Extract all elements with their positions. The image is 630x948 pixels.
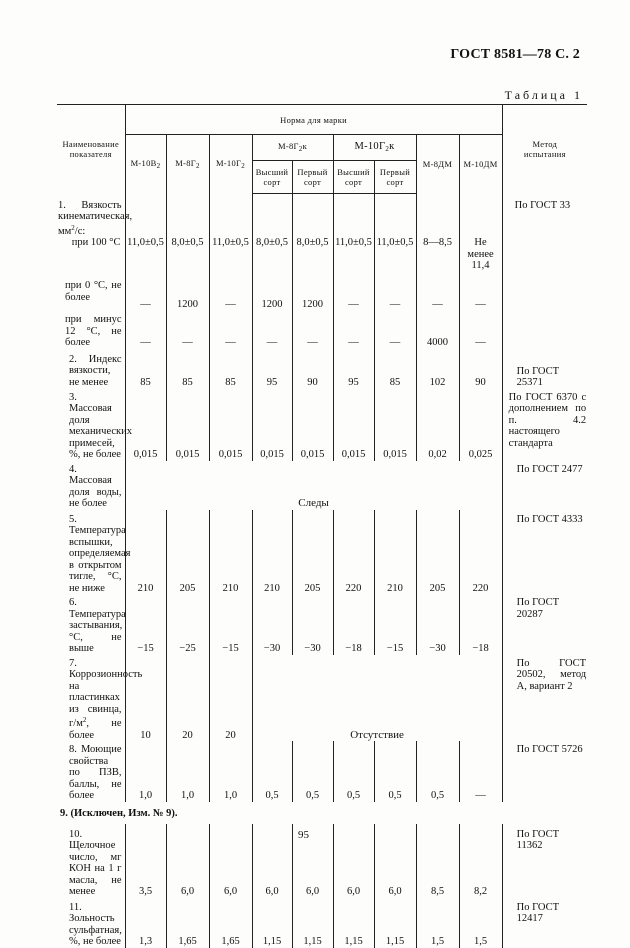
cell: — [374,280,416,310]
cell: 85 [374,349,416,389]
cell: 0,015 [292,389,333,461]
col-m10g2k-high: Высший сорт [333,161,374,194]
cell: 0,015 [166,389,209,461]
table-row [57,461,587,510]
table-row [57,237,587,280]
cell: −15 [374,594,416,655]
table-row [57,349,587,389]
cell: 85 [125,349,166,389]
span-cell: Отсутствие [252,655,502,742]
row-name: 4. Массовая доля воды, не более [69,463,122,509]
cell: 1,65 [166,898,209,948]
cell: 10 [125,655,166,742]
cell: 1,5 [416,898,459,948]
row-method: По ГОСТ 4333 [502,510,587,595]
cell: 8,0±0,5 [252,237,292,280]
col-m8g2k-high: Высший сорт [252,161,292,194]
cell: 11,0±0,5 [374,237,416,280]
cell: 6,0 [252,824,292,898]
cell: 85 [209,349,252,389]
cell: 1,5 [459,898,502,948]
cell: 6,0 [374,824,416,898]
col-m8dm: М-8ДМ [416,135,459,194]
cell: — [459,310,502,349]
cell: 210 [125,510,166,595]
cell: 1,15 [333,898,374,948]
specs-table [57,104,587,948]
cell: 1,0 [209,741,252,802]
row-method: По ГОСТ 11362 [502,824,587,898]
cell: Не менее 11,4 [459,237,502,280]
row-name: при 0 °С, не более [65,280,122,303]
table-row [57,594,587,655]
cell: 6,0 [333,824,374,898]
col-m10g2k-first: Первый сорт [374,161,416,194]
cell: 20 [166,655,209,742]
cell: 6,0 [166,824,209,898]
cell: 1,3 [125,898,166,948]
cell: 1,15 [292,898,333,948]
page-number: 95 [298,829,309,841]
cell: — [374,310,416,349]
row-name: 3. Массовая доля механических примесей, %, не более [69,391,133,460]
cell: 1,0 [166,741,209,802]
cell: — [209,280,252,310]
row-name: 5. Температура вспышки, определяемая в открытом тигле, °С, не ниже [69,513,131,594]
col-m8g2k-first: Первый сорт [292,161,333,194]
cell: — [292,310,333,349]
cell: 220 [459,510,502,595]
cell: 90 [459,349,502,389]
cell: 95 [252,349,292,389]
cell: — [333,310,374,349]
col-m10g2k: $М-10Г_2к$ [333,135,416,161]
row-method: По ГОСТ 12417 [502,898,587,948]
cell: — [209,310,252,349]
row-name: 1. Вязкость кинематическая, $мм^2/с$: [58,199,133,237]
cell: 0,5 [416,741,459,802]
row-method: По ГОСТ 2477 [502,461,587,510]
row-method: По ГОСТ 25371 [502,349,587,389]
cell: 210 [209,510,252,595]
cell: −18 [459,594,502,655]
excluded-note: 9. (Исключен, Изм. № 9). [60,807,178,819]
cell: 4000 [416,310,459,349]
cell: — [166,310,209,349]
cell: 11,0±0,5 [209,237,252,280]
cell: 0,5 [292,741,333,802]
cell: 0,015 [209,389,252,461]
cell: 0,015 [125,389,166,461]
table-row [57,510,587,595]
cell: −30 [292,594,333,655]
cell: 205 [166,510,209,595]
row-name: при 100 °С [71,237,121,248]
cell: 0,015 [333,389,374,461]
table-row [57,280,587,310]
col-m10g2: $М-10Г_2$ [209,135,252,194]
cell: −30 [416,594,459,655]
cell: −30 [252,594,292,655]
row-name: 7. Коррозионность на пластинках из свинца, $г/м^2$, не более [69,657,143,741]
cell: 102 [416,349,459,389]
cell: 8,5 [416,824,459,898]
table-row [57,389,587,461]
cell: — [125,310,166,349]
cell: 95 [333,349,374,389]
row-name: 6. Температура застывания, °С, не выше [69,597,126,654]
row-method: По ГОСТ 20287 [502,594,587,655]
row-name: 11. Зольность сульфатная, %, не более [69,901,122,947]
col-m8g2: $М-8Г_2$ [166,135,209,194]
cell: 1,0 [125,741,166,802]
cell: — [333,280,374,310]
row-name: 2. Индекс вязкости, не менее [69,353,122,388]
table-row [57,655,587,742]
cell: 0,02 [416,389,459,461]
row-method: По ГОСТ 33 [502,194,587,238]
cell: −15 [209,594,252,655]
cell: 0,015 [374,389,416,461]
cell: — [416,280,459,310]
cell: −18 [333,594,374,655]
cell: 6,0 [292,824,333,898]
cell: 11,0±0,5 [333,237,374,280]
document-header: ГОСТ 8581—78 С. 2 [450,47,580,62]
cell: 1,15 [374,898,416,948]
cell: −15 [125,594,166,655]
cell: 85 [166,349,209,389]
cell: 8—8,5 [416,237,459,280]
span-cell: Следы [125,461,502,510]
cell: 1200 [166,280,209,310]
cell: — [459,741,502,802]
cell: 1,15 [252,898,292,948]
table-caption: Таблица 1 [504,88,583,102]
table-row [57,741,587,802]
cell: 205 [292,510,333,595]
col-m10dm: М-10ДМ [459,135,502,194]
row-method: По ГОСТ 6370 с дополнением по п. 4.2 настоящего стандарта [502,389,587,461]
cell: 0,015 [252,389,292,461]
col-name-header: Наименование показателя [57,105,125,194]
cell: 0,5 [374,741,416,802]
row-name: 10. Щелочное число, мг КОН на 1 г масла, не менее [69,828,122,897]
cell: 0,025 [459,389,502,461]
col-m8g2k: $М-8Г_2к$ [252,135,333,161]
cell: — [125,280,166,310]
cell: 0,5 [333,741,374,802]
cell: — [459,280,502,310]
cell: 6,0 [209,824,252,898]
row-name: 8. Моющие свойства по ПЗВ, баллы, не более [69,744,122,801]
table-row [57,824,587,898]
cell: 8,2 [459,824,502,898]
table-row [57,898,587,948]
cell: 3,5 [125,824,166,898]
cell: 8,0±0,5 [292,237,333,280]
col-norm-header: Норма для марки [125,105,502,135]
cell: 11,0±0,5 [125,237,166,280]
cell: 210 [374,510,416,595]
cell: 210 [252,510,292,595]
cell: 0,5 [252,741,292,802]
col-m10v2: $М-10В_2$ [125,135,166,194]
cell: 205 [416,510,459,595]
table-row [57,802,587,824]
cell: 1,65 [209,898,252,948]
table-row [57,310,587,349]
row-name: при минус 12 °С, не более [65,314,122,348]
cell: 8,0±0,5 [166,237,209,280]
cell: 1200 [252,280,292,310]
col-method-header: Метод испытания [502,105,587,194]
row-method: По ГОСТ 20502, метод А, вариант 2 [502,655,587,742]
table-row [57,194,587,238]
cell: 20 [209,655,252,742]
cell: 90 [292,349,333,389]
cell: −25 [166,594,209,655]
cell: 220 [333,510,374,595]
cell: 1200 [292,280,333,310]
row-method: По ГОСТ 5726 [502,741,587,802]
cell: — [252,310,292,349]
